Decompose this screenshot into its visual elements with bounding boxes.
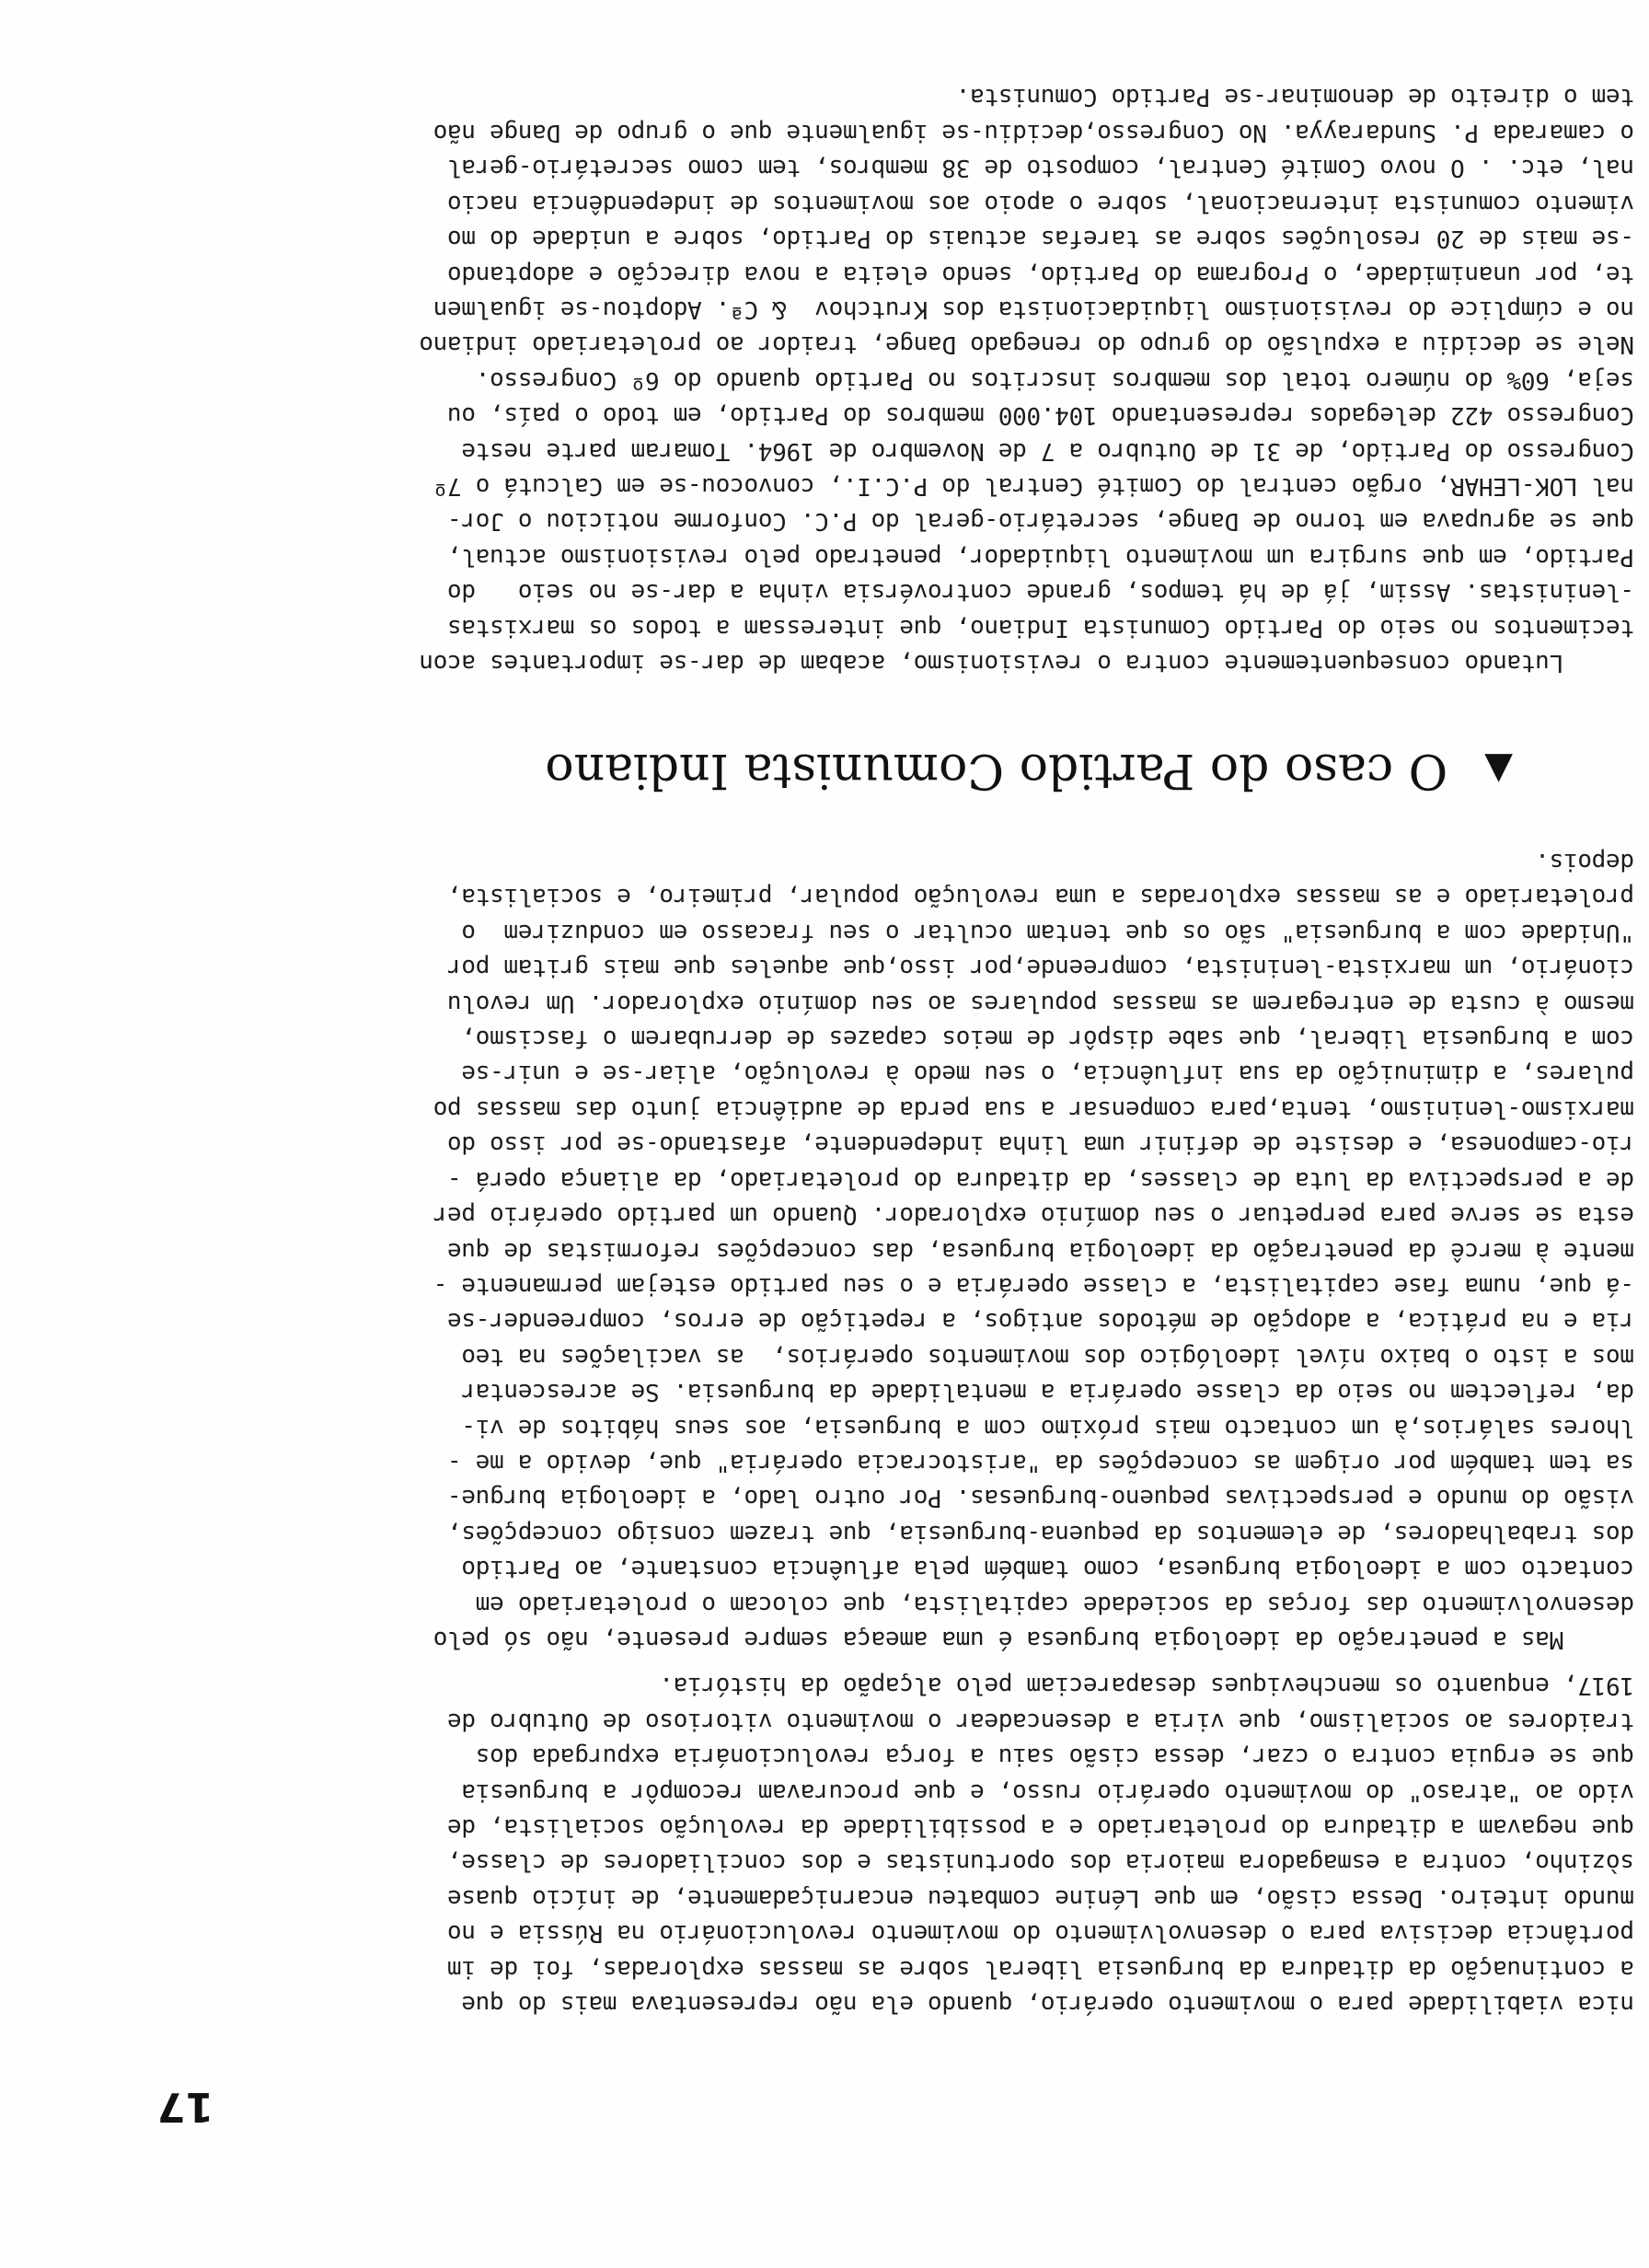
paragraph-continuation: nica viabilidade para o movimento operário, quando ela não representava mais do que a continuação da ditadura da burguesia liberal sobre as massas exploradas, foi de im portância decisiva para o desenvolvimento do movimento revolucionário na Rússia e no mundo inteiro. Dessa cisão, em que Lénine combateu encarniçadamente, de início quase sòzinho, contra a esmagadora maioria dos oportunistas e dos conciliadores de classe, que negavam a ditadura do proletariado e a possibilidade da revolução socialista, de vido ao "atraso" do movimento operário russo, e que procuravam recompôr a burguesia que se erguia contra o czar, dessa cisão saiu a força revolucionária expurgada dos traidores ao socialismo, que viria a desencadear o movimento vitorioso de Outubro de 1917, enquanto os mencheviques desapareciam pelo alçapão da história.	[447, 1672, 1634, 2018]
section-heading	[225, 743, 1513, 798]
paragraph-indian-party: Lutando consequentemente contra o revisionismo, acabam de dar-se importantes acon tecimentos no seio do Partido Comunista Indiano, que interessam a todos os marxistas -leninistas. Assim, já de há tempos, grande controvérsia vinha a dar-se no seio do Partido, em que surgira um movimento liquidador, penetrado pelo revisionismo actual, que se agrupava em torno de Dange, secretário-geral do P.C. Conforme noticiou o Jor- nal LOK-LEHAR, orgão central do Comité Central do P.C.I., convocou-se em Calcutá o 7º Congresso do Partido, de 31 de Outubro a 7 de Novembro de 1964. Tomaram parte neste Congresso 422 delegados representando 104.000 membros do Partido, em todo o país, ou seja, 60% do número total dos membros inscritos no Partido quando do 6º Congresso. Nele se decidiu a expulsão do grupo do renegado Dange, traidor ao proletariado indiano no e cúmplice do revisionismo liquidacionista dos Krutchov & Cª. Adoptou-se igualmen te, por unanimidade, o Programa do Partido, sendo eleita a nova direcção e adoptando -se mais de 20 resoluções sobre as tarefas actuais do Partido, sobre a unidade do mo vimento comunista internacional, sobre o apoio aos movimentos de independência nacio nal, etc. . O novo Comité Central, composto de 38 membros, tem como secretário-geral o camarada P. Sundarayya. No Congresso,decidiu-se igualmente que o grupo de Dange não tem o direito de denominar-se Partido Comunista.	[419, 83, 1634, 677]
page-number: 17	[156, 2083, 213, 2130]
section-title-text: O caso do Partido Comunista Indiano	[545, 743, 1448, 798]
paragraph-bourgeois-ideology: Mas a penetração da ideologia burguesa é uma ameaça sempre presente, não só pelo desenvolvimento das forças da sociedade capitalista, que colocam o proletariado em contacto com a ideologia burguesa, como também pela afluência constante, ao Partido dos trabalhadores, de elementos da pequena-burguesia, que trazem consigo concepções, visão do mundo e perspectivas pequeno-burguesas. Por outro lado, a ideologia burgue- sa tem também por origem as concepções da "aristocracia operária" que, devido a me - lhores salários,à um contacto mais próximo com a burguesia, aos seus hábitos de vi- da, reflectem no seio da classe operária a mentalidade da burguesia. Se acrescentar mos a isto o baixo nível ideológico dos movimentos operários, as vacilações na teo ria e na prática, a adopção de métodos antigos, a repetição de erros, compreender-se -á que, numa fase capitalista, a classe operária e o seu partido estejam permanente - mente à mercê da penetração da ideologia burguesa, das concepções reformistas de que esta se serve para perpetuar o seu domínio explorador. Quando um partido operário per de a perspectiva da luta de classes, da ditadura do proletariado, da aliança operá - rio-camponesa, e desiste de definir uma linha independente, afastando-se por isso do marxismo-leninismo, tenta,para compensar a sua perda de audiência junto das massas po pulares, a diminuição da sua influência, o seu medo à revolução, aliar-se e unir-se com a burguesia liberal, que sabe dispôr de meios capazes de derrubarem o fascismo, mesmo à custa de entregarem as massas populares ao seu domínio explorador. Um revolu cionário, um marxista-leninista, compreende,por isso,que aqueles que mais gritam por "Unidade com a burguesia" são os que tentam ocultar o seu fracasso em conduzirem o proletariado e as massas exploradas a uma revolução popular, primeiro, e socialista, depois.	[432, 848, 1634, 1653]
triangle-marker-icon: ▲	[1484, 749, 1513, 792]
